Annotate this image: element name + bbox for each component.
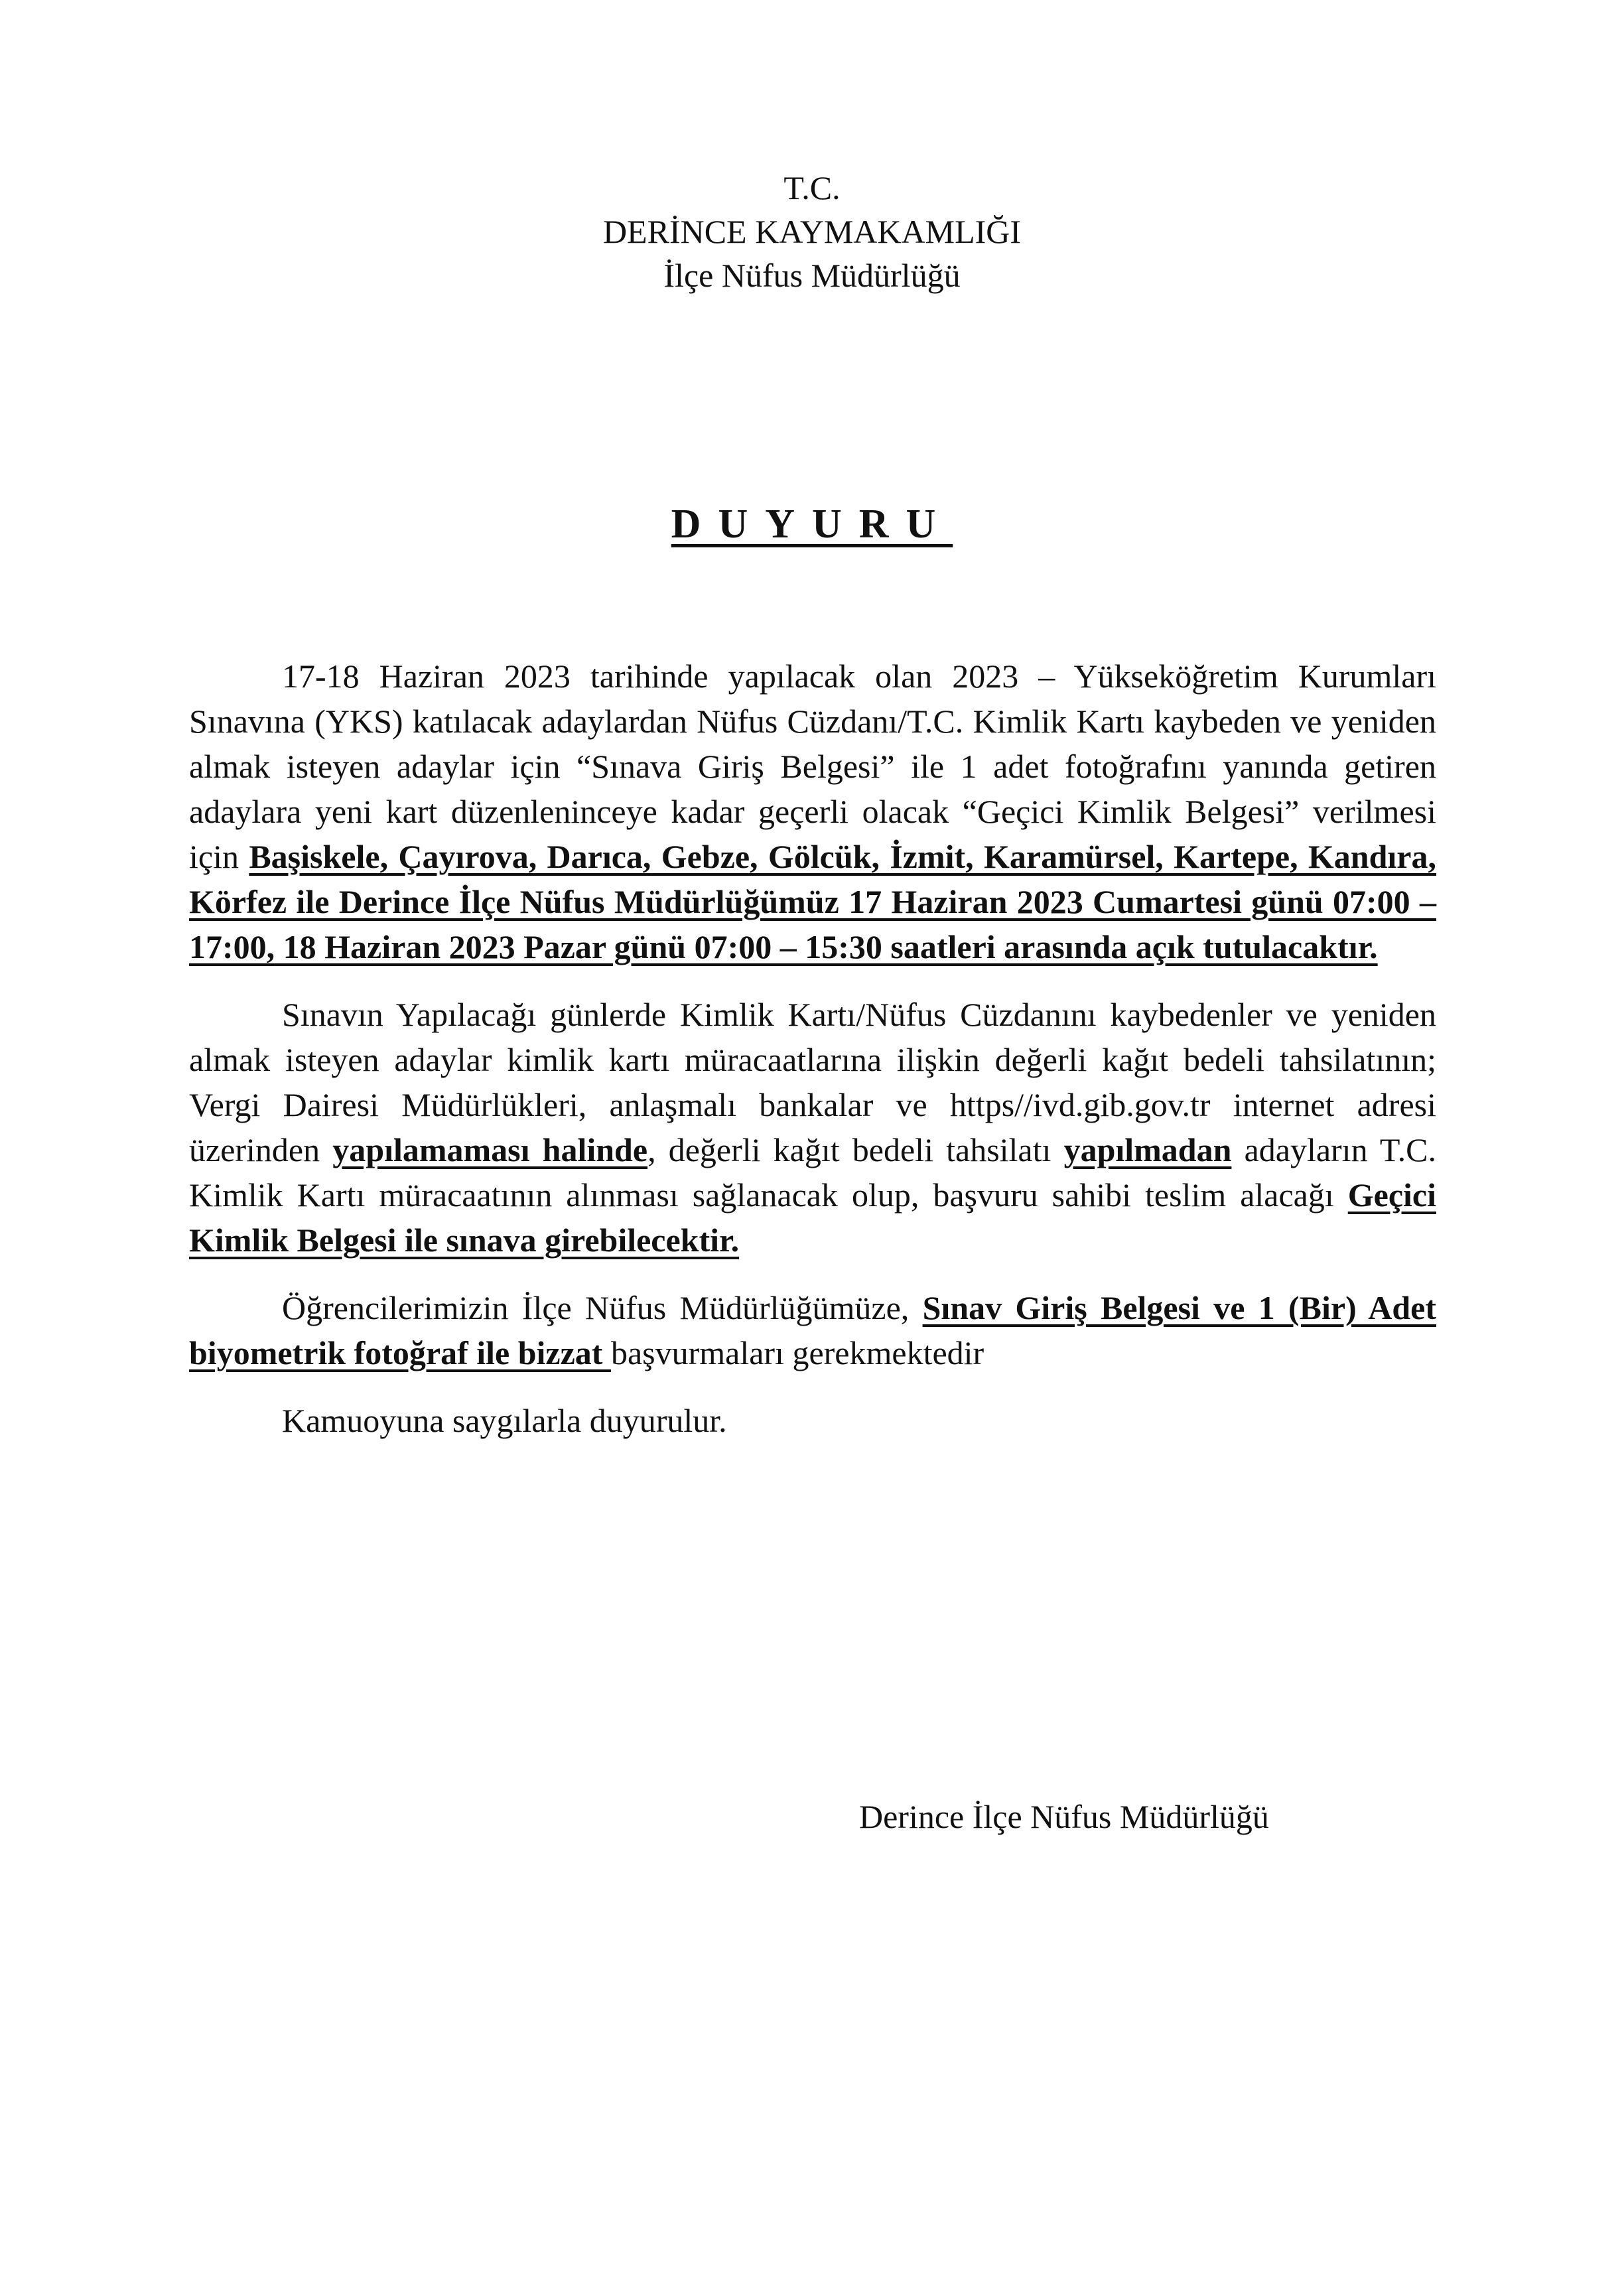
paragraph-2 [189,992,1436,1263]
paragraph-2-part1: Sınavın Yapılacağı günlerde Kimlik Kartı/Nüfus Cüzdanını kaybedenler ve yeniden almak isteyen adaylar kimlik kartı müracaatlarına ilişkin değerli kağıt bedeli tahsilatının; Vergi Dairesi Müdürlükleri, anlaşmalı bankalar ve https//ivd.gib.gov.tr internet adresi üzerinden [189,996,1436,1168]
paragraph-1-emphasis: Başiskele, Çayırova, Darıca, Gebze, Gölcük, İzmit, Karamürsel, Kartepe, Kandıra, Körfez ile Derince İlçe Nüfus Müdürlüğümüz 17 Haziran 2023 Cumartesi günü 07:00 – 17:00, 18 Haziran 2023 Pazar günü 07:00 – 15:30 saatleri arasında açık tutulacaktır. [189,838,1436,965]
header-mudurluk: İlçe Nüfus Müdürlüğü [663,257,961,294]
header-kaymakamlik: DERİNCE KAYMAKAMLIĞI [602,213,1022,250]
paragraph-3-part2: başvurmaları gerekmektedir [610,1334,984,1371]
paragraph-2-emphasis1: yapılamaması halinde [332,1131,648,1168]
paragraph-2-emphasis2: yapılmadan [1063,1131,1232,1168]
paragraph-3 [189,1285,1436,1375]
paragraph-3-part1: Öğrencilerimizin İlçe Nüfus Müdürlüğümüze, [282,1289,923,1326]
document-title: DUYURU [671,502,953,547]
paragraph-2-part3: adayların T.C. Kimlik Kartı müracaatının alınması sağlanacak olup, başvuru sahibi teslim alacağı [189,1131,1437,1214]
signature: Derince İlçe Nüfus Müdürlüğü [859,1798,1269,1835]
paragraph-1 [189,654,1436,969]
document-header [0,166,1624,297]
paragraph-3-emphasis: Sınav Giriş Belgesi ve 1 (Bir) Adet biyometrik fotoğraf ile bizzat [189,1289,1436,1371]
paragraph-2-emphasis3: Geçici Kimlik Belgesi ile sınava girebilecektir. [189,1176,1436,1259]
document-body [189,654,1436,1466]
header-tc: T.C. [783,169,841,206]
paragraph-4: Kamuoyuna saygılarla duyurulur. [282,1402,727,1439]
paragraph-2-part2: , değerli kağıt bedeli tahsilatı [647,1131,1064,1168]
paragraph-1-text: 17-18 Haziran 2023 tarihinde yapılacak olan 2023 – Yükseköğretim Kurumları Sınavına (YKS) katılacak adaylardan Nüfus Cüzdanı/T.C. Kimlik Kartı kaybeden ve yeniden almak isteyen adaylar için “Sınava Giriş Belgesi” ile 1 adet fotoğrafını yanında getiren adaylara yeni kart düzenleninceye kadar geçerli olacak “Geçici Kimlik Belgesi” verilmesi için [189,658,1436,875]
